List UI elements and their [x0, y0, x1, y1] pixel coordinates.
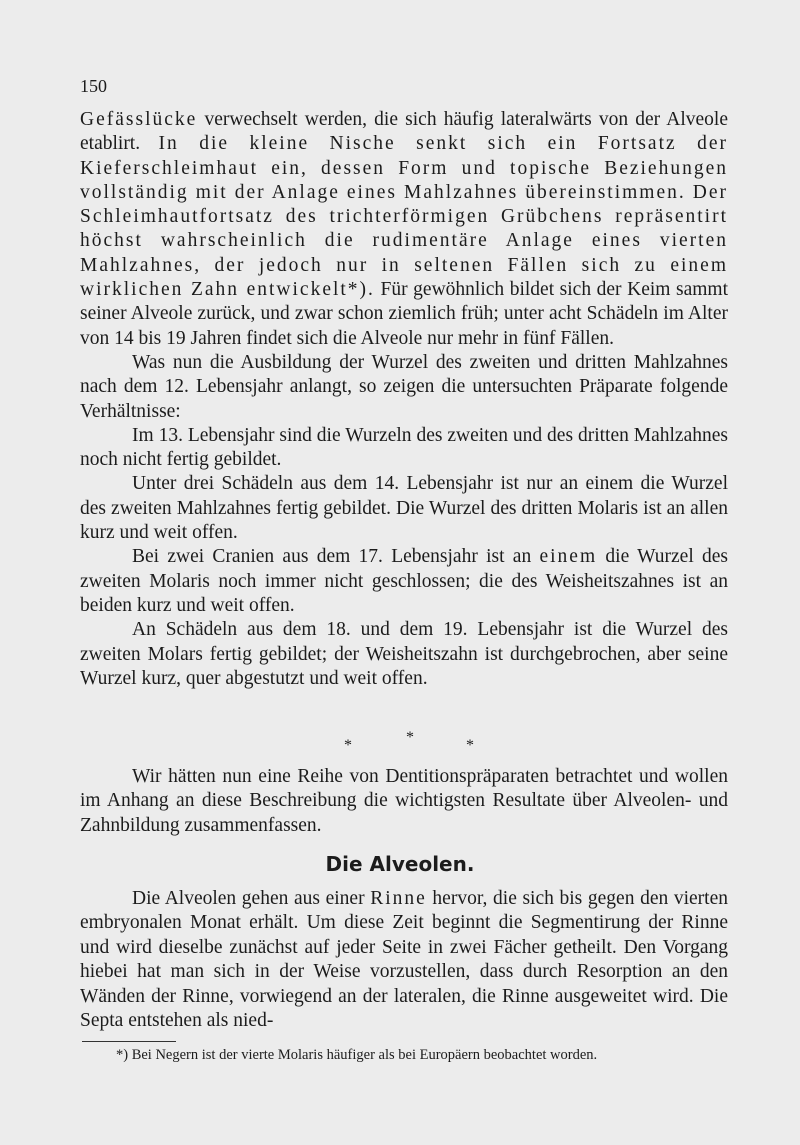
paragraph-3 [80, 424, 728, 473]
text-run: Im 13. Lebensjahr sind die Wurzeln des zweiten und des dritten Mahlzahnes noch nicht fertig gebildet. [80, 424, 728, 471]
section-heading: Die Alveolen. [325, 852, 475, 876]
text-run: Rinne [370, 888, 427, 909]
text-run: Bei zwei Cranien aus dem 17. Lebensjahr ist an [132, 546, 540, 568]
text-run: die Wurzel des zweiten Molaris noch immer nicht geschlossen; die des Weisheitszahnes ist an beiden kurz und weit offen. [80, 546, 729, 616]
text-run: Was nun die Ausbildung der Wurzel des zweiten und dritten Mahlzahnes nach dem 12. Lebensjahr anlangt, so zeigen die untersuchten Präparate folgende Verhältnisse: [80, 351, 728, 422]
footnote: *) Bei Negern ist der vierte Molaris häufiger als bei Europäern beobachtet worden. [116, 1047, 598, 1063]
page-number: 150 [80, 76, 107, 96]
paragraph-4 [80, 472, 728, 545]
paragraph-5 [80, 545, 728, 618]
paragraph-6 [80, 618, 728, 691]
text-run: Die Alveolen gehen aus einer [132, 888, 371, 909]
text-run: In die kleine Nische senkt sich ein Fortsatz der Kieferschleimhaut ein, dessen Form und topische Beziehungen vollständig mit der Anlage eines Mahlzahnes übereinstimmen. Der Schleimhautfortsatz des trichterförmigen Grübchens repräsentirt höchst wahrscheinlich die rudimentäre Anlage eines vierten Mahlzahnes, der jedoch nur in seltenen Fällen sich zu einem wirklichen Zahn entwickelt*). [80, 133, 728, 301]
footnote-divider [82, 1041, 176, 1042]
body-text [80, 108, 728, 691]
paragraph-1 [80, 108, 728, 351]
asterisk: * [466, 737, 474, 754]
section-paragraph [80, 887, 728, 1033]
section-break [80, 729, 728, 761]
text-run: Für gewöhnlich bildet sich der Keim sammt seiner Alveole zurück, und zwar schon ziemlich früh; unter acht Schädeln im Alter von 14 bis 19 Jahren findet sich die Alveole nur mehr in fünf Fällen. [80, 279, 729, 349]
text-run: hervor, die sich bis gegen den vierten embryonalen Monat erhält. Um diese Zeit beginnt die Segmentirung der Rinne und wird dieselbe zunächst auf jeder Seite in zwei Fächer getheilt. Den Vorgang hiebei hat man sich in der Weise vorzustellen, dass durch Resorption an den Wänden der Rinne, vorwiegend an der lateralen, die Rinne ausgeweitet wird. Die Septa entstehen als nied- [80, 888, 728, 1032]
asterisk: * [406, 729, 414, 746]
text-run: Gefässlücke [80, 109, 198, 130]
text-run: einem [539, 546, 598, 568]
asterisk: * [344, 737, 352, 754]
text-run: An Schädeln aus dem 18. und dem 19. Lebensjahr ist die Wurzel des zweiten Molars fertig gebildet; der Weisheitszahn ist durchgebrochen, aber seine Wurzel kurz, quer abgestutzt und weit offen. [80, 619, 728, 689]
text-run: Unter drei Schädeln aus dem 14. Lebensjahr ist nur an einem die Wurzel des zweiten Mahlzahnes fertig gebildet. Die Wurzel des dritten Molaris ist an allen kurz und weit offen. [80, 473, 728, 544]
summary-paragraph: Wir hätten nun eine Reihe von Dentitionspräparaten betrachtet und wollen im Anhang an diese Beschreibung die wichtigsten Resultate über Alveolen- und Zahnbildung zusammenfassen. [80, 766, 728, 836]
paragraph-2 [80, 351, 728, 424]
text-run: verwechselt werden, die sich häufig lateralwärts von der Alveole etablirt. [80, 109, 728, 155]
